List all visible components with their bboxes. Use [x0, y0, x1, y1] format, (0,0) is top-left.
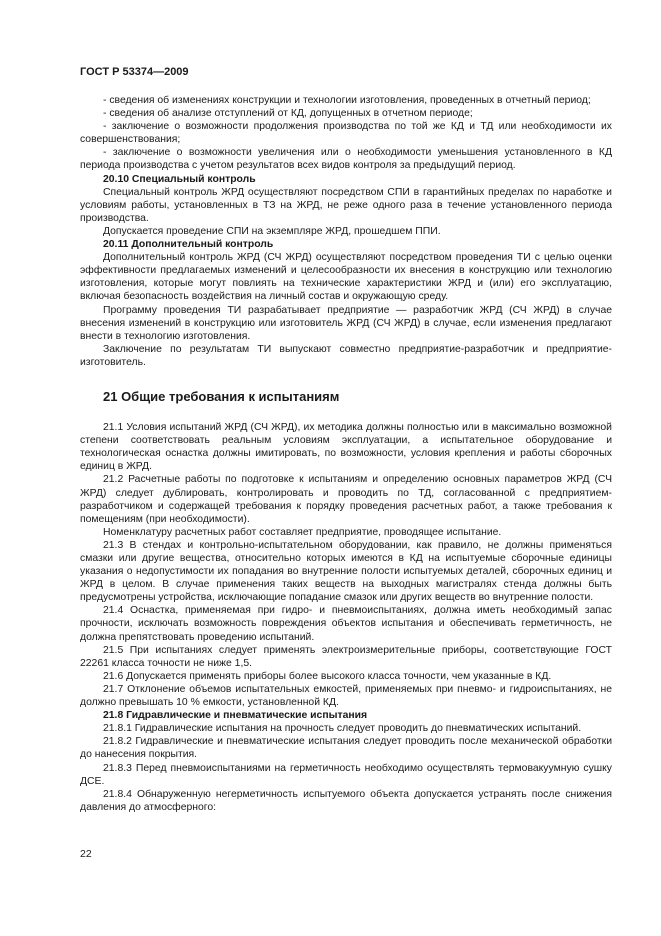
paragraph: 21.8.3 Перед пневмоиспытаниями на герметичность необходимо осуществлять термовакуумную сушку ДСЕ.	[80, 762, 612, 787]
subsection-heading: 20.10 Специальный контроль	[103, 173, 256, 185]
document-body	[80, 94, 612, 814]
paragraph: 21.3 В стендах и контрольно-испытательном оборудовании, как правило, не должны применяться смазки или другие вещества, относительно которых имеются в КД на испытуемые сборочные единицы указания о недопустимости их попадания во внутренние полости испытуемых деталей, сборочных единиц и ЖРД в целом. В случае применения таких веществ на выходных магистралях стенда должны быть предусмотрены устройства, исключающие попадание смазок или других веществ во внутренние полости.	[80, 539, 612, 604]
paragraph: 21.6 Допускается применять приборы более высокого класса точности, чем указанные в КД.	[103, 670, 552, 682]
paragraph: Специальный контроль ЖРД осуществляют посредством СПИ в гарантийных пределах по наработке и условиям работы, установленных в ТЗ на ЖРД, не реже одного раза в течение установленного периода производства.	[80, 186, 612, 224]
paragraph: 21.8.1 Гидравлические испытания на прочность следует проводить до пневматических испытаний.	[103, 723, 582, 735]
paragraph: 21.1 Условия испытаний ЖРД (СЧ ЖРД), их методика должны полностью или в максимально возможной степени соответствовать реальным условиям эксплуатации, а испытательное оборудование и технологическая оснастка должны имитировать, по возможности, условия крепления и работы сборочных единиц в ЖРД.	[80, 422, 612, 473]
paragraph: - заключение о возможности увеличения или о необходимости уменьшения установленного в КД периода производства с учетом результатов всех видов контроля за предыдущий период.	[80, 147, 612, 172]
paragraph: 21.4 Оснастка, применяемая при гидро- и пневмоиспытаниях, должна иметь необходимый запас прочности, исключать возможность повреждения объектов испытания и обеспечивать герметичность, не должна препятствовать проведению испытаний.	[80, 605, 612, 643]
paragraph: - сведения об изменениях конструкции и технологии изготовления, проведенных в отчетный период;	[103, 95, 591, 106]
subsection-heading: 20.11 Дополнительный контроль	[103, 239, 274, 251]
paragraph: - заключение о возможности продолжения производства по той же КД и ТД или необходимости их совершенствования;	[80, 121, 612, 146]
paragraph: Номенклатуру расчетных работ составляет предприятие, проводящее испытание.	[103, 526, 502, 538]
paragraph: 21.7 Отклонение объемов испытательных емкостей, применяемых при пневмо- и гидроиспытаниях, не должно превышать 10 % емкости, установленной КД.	[80, 683, 612, 709]
section-heading: 21 Общие требования к испытаниям	[103, 388, 340, 404]
paragraph: 21.8.4 Обнаруженную негерметичность испытуемого объекта допускается устранять после снижения давления до атмосферного:	[80, 788, 612, 813]
paragraph: Программу проведения ТИ разрабатывает предприятие — разработчик ЖРД (СЧ ЖРД) в случае внесения изменений в конструкцию или изготовитель ЖРД (СЧ ЖРД) в случае, если изменения предлагают внести в технологию изготовления.	[80, 304, 612, 342]
paragraph: Дополнительный контроль ЖРД (СЧ ЖРД) осуществляют посредством проведения ТИ с целью оценки эффективности предлагаемых изменений и целесообразности их внесения в конструкцию или технологию изготовления, которые могут повлиять на технические характеристики ЖРД и (или) его эксплуатацию, включая безопасность воздействия на личный состав и окружающую среду.	[80, 252, 612, 303]
document-header: ГОСТ Р 53374—2009	[80, 66, 189, 78]
subsection-heading: 21.8 Гидравлические и пневматические испытания	[103, 710, 368, 722]
paragraph: 21.8.2 Гидравлические и пневматические испытания следует проводить после механической обработки до нанесения покрытия.	[80, 736, 612, 761]
paragraph: 21.5 При испытаниях следует применять электроизмерительные приборы, соответствующие ГОСТ 22261 класса точности не ниже 1,5.	[80, 644, 612, 669]
paragraph: Допускается проведение СПИ на экземпляре ЖРД, прошедшем ППИ.	[103, 225, 441, 237]
paragraph: Заключение по результатам ТИ выпускают совместно предприятие-разработчик и предприятие-изготовитель.	[80, 343, 612, 368]
paragraph: - сведения об анализе отступлений от КД, допущенных в отчетном периоде;	[103, 108, 473, 120]
paragraph: 21.2 Расчетные работы по подготовке к испытаниям и определению основных параметров ЖРД (СЧ ЖРД) следует дублировать, контролировать и проводить по ТД, согласованной с предприятием-разработчиком и содержащей требования к порядку проведения расчетных работ, а также требования к помещениям (при необходимости).	[80, 474, 612, 525]
page-number: 22	[80, 848, 92, 860]
